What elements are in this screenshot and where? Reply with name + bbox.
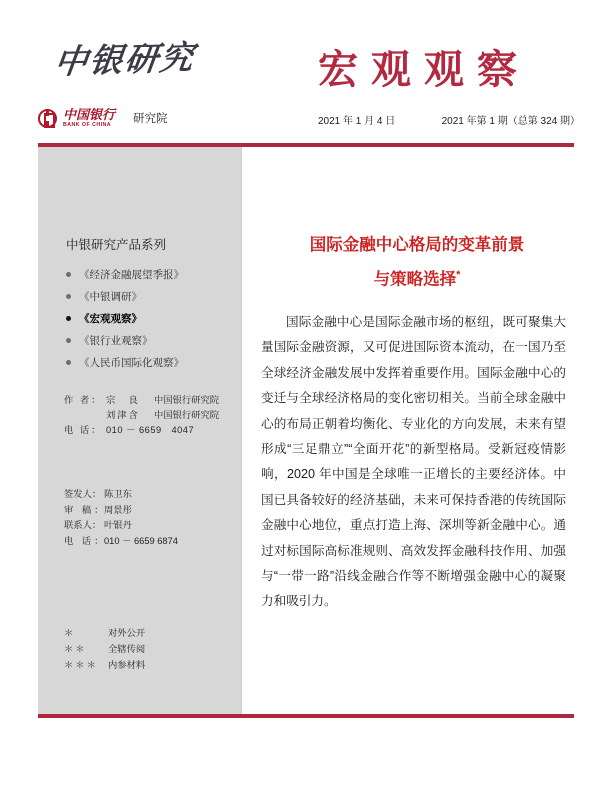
article-title-line2: 与策略选择 — [373, 270, 457, 289]
sidebar-panel — [38, 147, 241, 714]
legend-text: 对外公开 — [108, 628, 146, 638]
masthead — [0, 0, 612, 142]
signoff-row-reviewer — [64, 503, 178, 519]
product-series-list — [66, 263, 184, 373]
signoff-block — [64, 487, 178, 549]
authors-label-blank — [64, 408, 106, 423]
classification-legend — [64, 625, 145, 673]
bullet-icon — [66, 338, 71, 343]
footer-divider-rule — [38, 714, 574, 718]
phone-label: 电 话： — [64, 425, 103, 435]
author-row-primary — [64, 393, 219, 408]
reviewer-label: 审 稿： — [64, 504, 107, 515]
legend-mark: ＊ — [64, 628, 76, 638]
publication-title: 宏观观察 — [318, 48, 530, 92]
legend-mark: ＊＊ — [64, 644, 87, 654]
authors-label: 作 者： — [64, 395, 103, 405]
article-abstract: 国际金融中心是国际金融市场的枢纽，既可聚集大量国际金融资源，又可促进国际资本流动，在一国乃至全球经济金融发展中发挥着重要作用。国际金融中心的变迁与全球经济格局的变化密切相关。当前全球金融中心的布局正朝着均衡化、专业化的方向发展，未来有望形成“三足鼎立”“全面开花”的新型格局。受新冠疫情影响，2020 年中国是全球唯一正增长的主要经济体。中国已具备较好的经济基础，未来可保持香港的传统国际金融中心地位，重点打造上海、深圳等新金融中心。通过对标国际高标准规则、高效发挥金融科技作用、加强与“一带一路”沿线金融合作等不断增强金融中心的凝聚力和吸引力。 — [261, 315, 566, 609]
series-item-label: 《宏观观察》 — [79, 312, 142, 325]
series-item-label: 《中银调研》 — [79, 290, 142, 303]
authors-block — [64, 393, 219, 438]
phone-value: 010 － 6659 4047 — [106, 425, 195, 435]
author-row-secondary — [64, 408, 219, 423]
sidebar-heading: 中银研究产品系列 — [66, 238, 167, 252]
series-item-banking-observation[interactable] — [66, 329, 184, 351]
article-title — [260, 230, 574, 295]
contact-phone-label: 电 话： — [64, 535, 107, 546]
series-item-label: 《银行业观察》 — [79, 334, 153, 347]
series-item-boc-survey[interactable] — [66, 285, 184, 307]
series-item-label: 《经济金融展望季报》 — [79, 268, 184, 281]
article-title-footnote-marker: * — [456, 269, 461, 281]
vertical-divider — [241, 147, 242, 714]
author-affiliation: 中国银行研究院 — [154, 395, 220, 405]
content-sheet — [38, 147, 574, 714]
signoff-row-issuer — [64, 487, 178, 503]
bullet-icon — [66, 294, 71, 299]
author-affiliation: 中国银行研究院 — [154, 410, 220, 420]
legend-text: 内参材料 — [108, 660, 146, 670]
brand-calligraphy-logo: 中银研究 — [52, 40, 198, 82]
article-title-line1: 国际金融中心格局的变革前景 — [309, 236, 525, 254]
contact-phone-value: 010 － 6659 6874 — [104, 535, 178, 546]
series-item-rmb-internationalization[interactable] — [66, 351, 184, 373]
author-name: 宗 良 — [106, 395, 140, 405]
reviewer-value: 周景彤 — [104, 504, 132, 515]
issuer-label: 签发人： — [64, 489, 102, 499]
author-phone-row — [64, 423, 219, 438]
legend-mark: ＊＊＊ — [64, 660, 98, 670]
contact-value: 叶银丹 — [104, 520, 132, 530]
publication-date: 2021 年 1 月 4 日 — [318, 116, 396, 127]
issuer-value: 陈卫东 — [104, 489, 132, 499]
institute-label: 研究院 — [133, 113, 168, 126]
bank-of-china-emblem-icon — [38, 109, 57, 128]
issue-number: 2021 年第 1 期（总第 324 期） — [441, 116, 580, 127]
legend-row-restricted — [64, 657, 145, 673]
bullet-icon — [66, 360, 71, 365]
legend-text: 全辖传阅 — [108, 644, 146, 654]
bank-of-china-names — [63, 108, 115, 128]
legend-row-internal-circulation — [64, 641, 145, 657]
bank-name-cn: 中国银行 — [63, 107, 116, 122]
series-item-label: 《人民币国际化观察》 — [79, 356, 184, 369]
signoff-row-contact — [64, 518, 178, 534]
article-panel — [260, 147, 574, 714]
series-item-economic-outlook[interactable] — [66, 263, 184, 285]
bank-name-en: BANK OF CHINA — [63, 122, 111, 128]
legend-row-public — [64, 625, 145, 641]
signoff-row-phone — [64, 534, 178, 550]
bullet-icon — [66, 272, 71, 277]
masthead-meta — [318, 112, 580, 127]
bullet-icon — [66, 316, 71, 321]
author-name: 刘津含 — [106, 410, 140, 420]
bank-of-china-lockup — [38, 108, 168, 128]
series-item-macro-observation[interactable] — [66, 307, 184, 329]
contact-label: 联系人： — [64, 520, 102, 530]
